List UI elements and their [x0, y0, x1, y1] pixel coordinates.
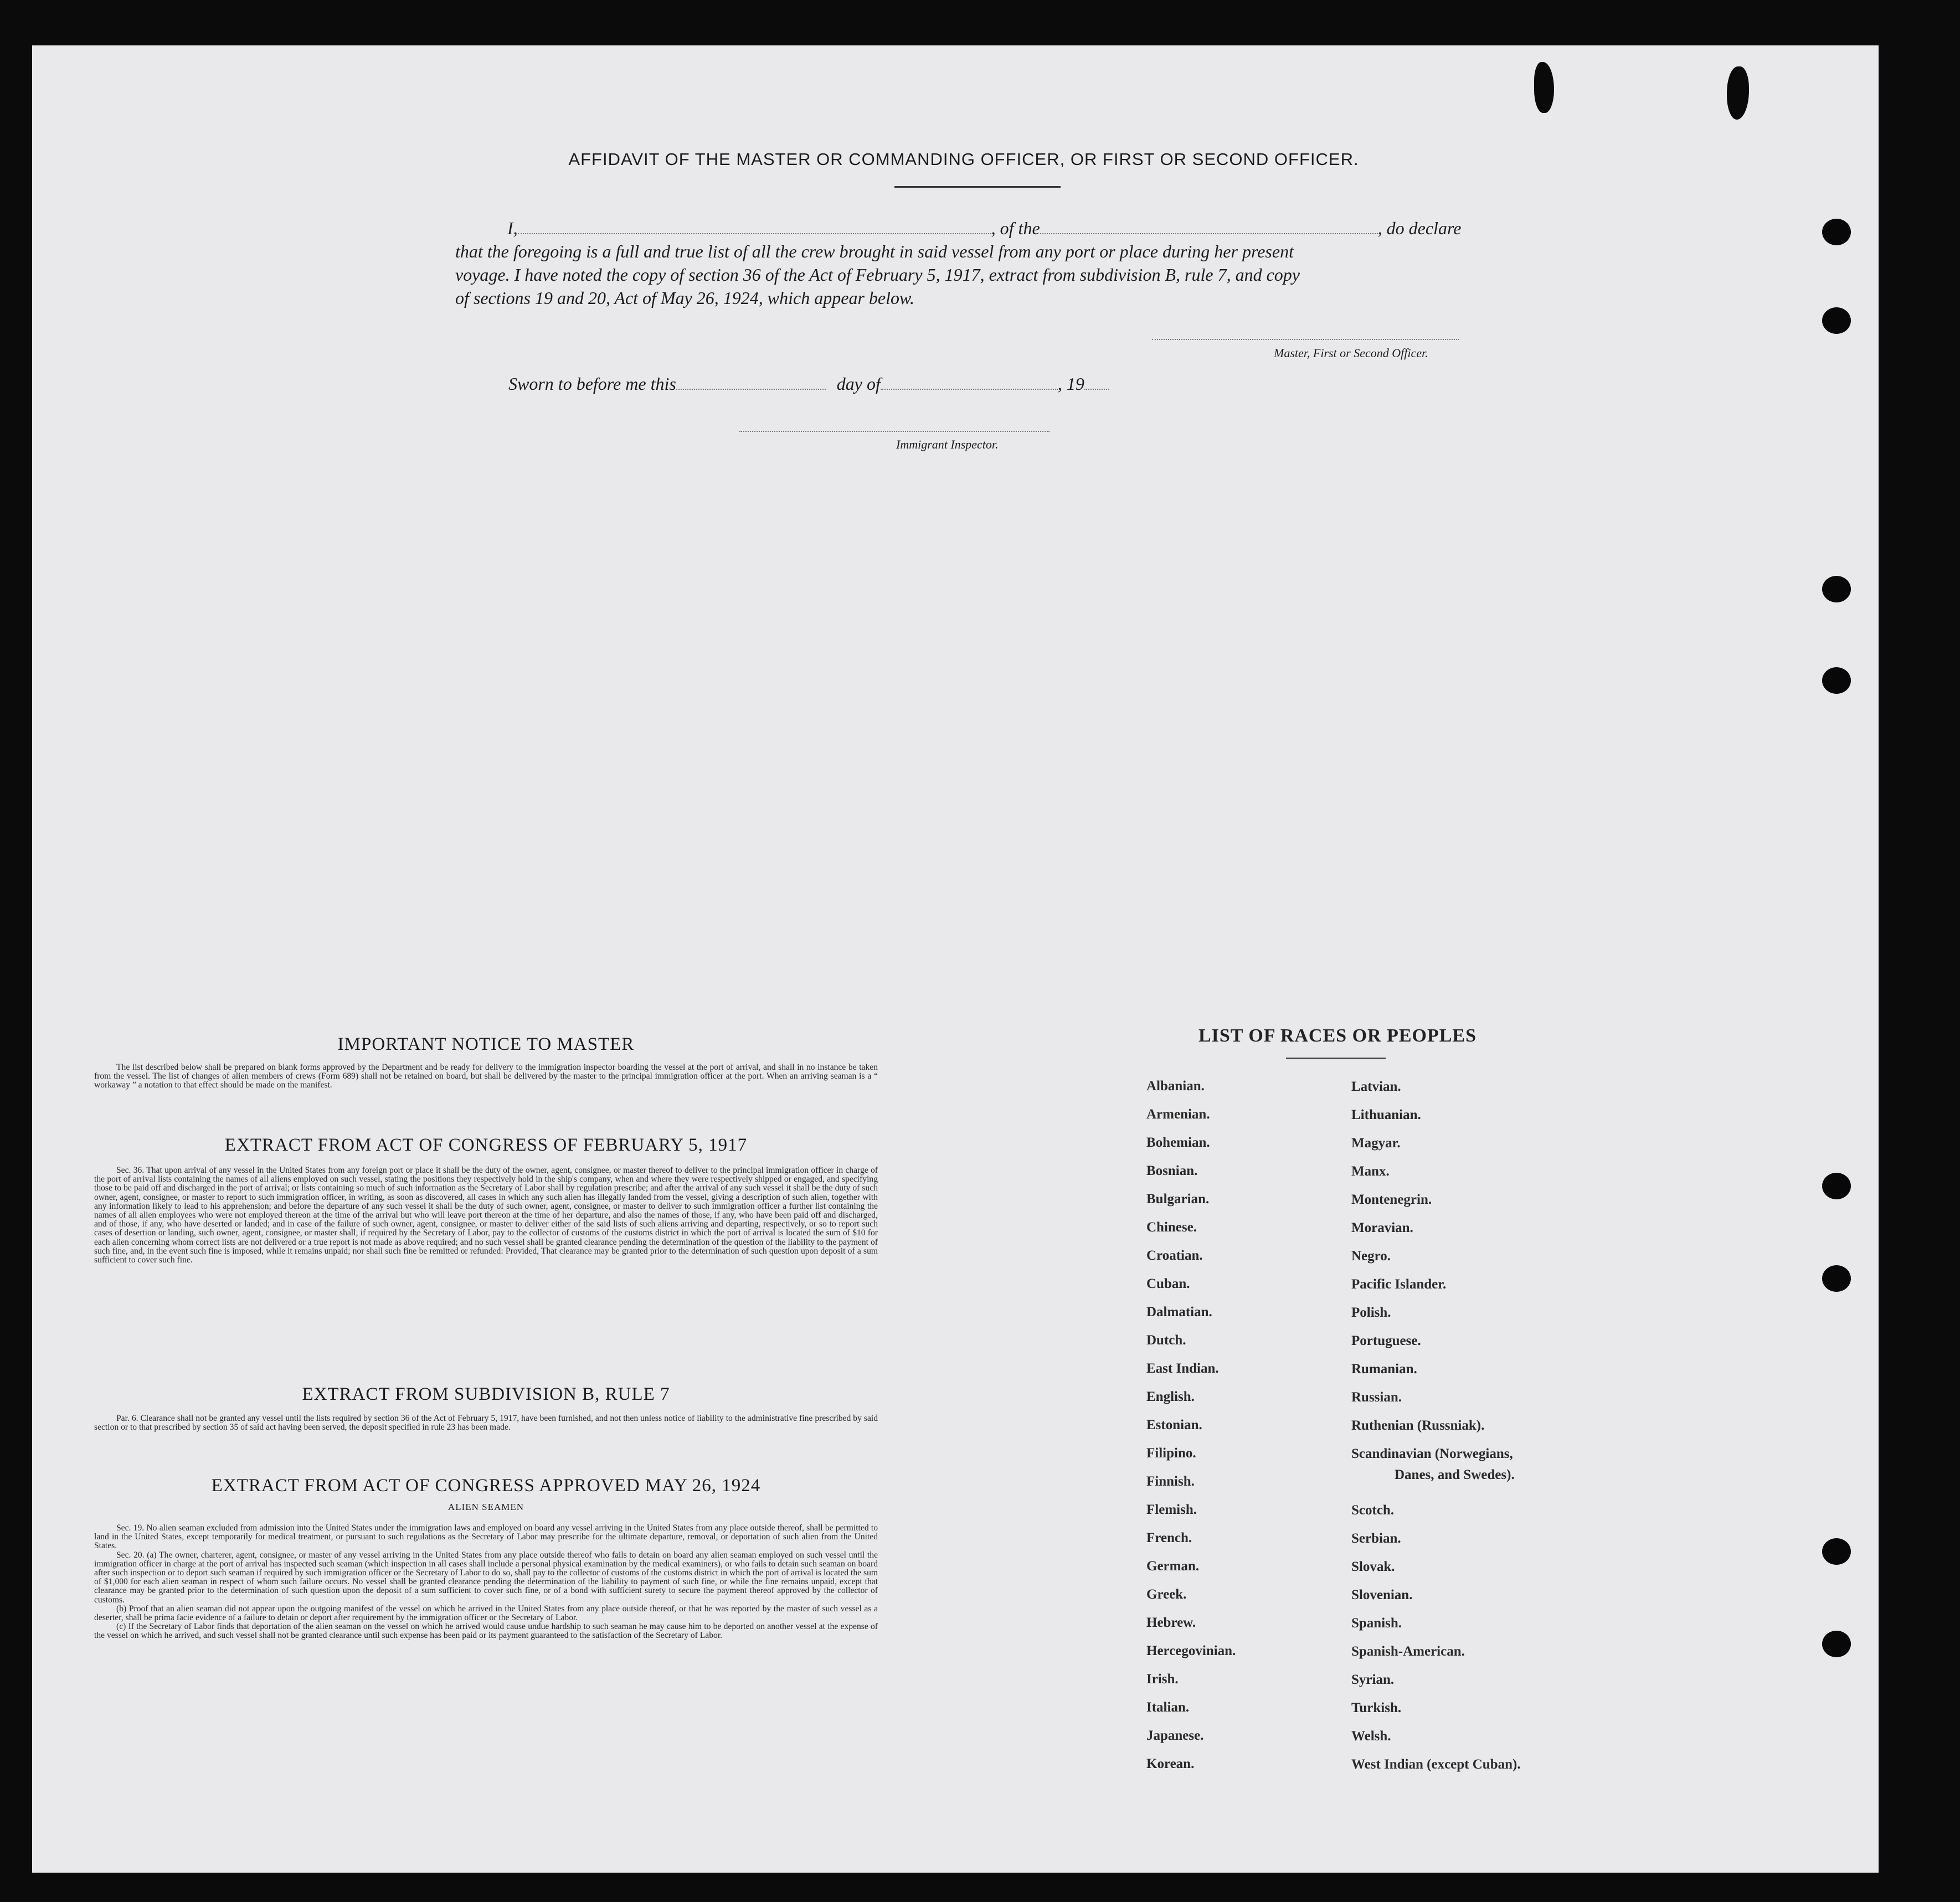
month-blank — [881, 389, 1058, 390]
race-right: Turkish. — [1351, 1700, 1402, 1715]
affidavit-line-2: that the foregoing is a full and true list of all the crew brought in said vessel from any port or place during her present — [455, 241, 1294, 261]
affidavit-line-1 — [507, 218, 1493, 239]
notice-title: IMPORTANT NOTICE TO MASTER — [337, 1034, 635, 1054]
race-left: Greek. — [1146, 1587, 1187, 1602]
race-left: Bulgarian. — [1146, 1192, 1210, 1207]
punch-hole — [1822, 219, 1851, 245]
race-right: Rumanian. — [1351, 1362, 1417, 1377]
punch-hole — [1822, 307, 1851, 334]
extract-1917-body — [94, 1166, 878, 1265]
race-right: Ruthenian (Russniak). — [1351, 1418, 1485, 1433]
race-left: Albanian. — [1146, 1079, 1205, 1094]
inspector-label: Immigrant Inspector. — [896, 437, 999, 451]
race-right: Latvian. — [1351, 1079, 1401, 1094]
race-right-continued: Danes, and Swedes). — [1395, 1467, 1515, 1482]
vessel-blank — [1040, 233, 1378, 234]
race-right: Welsh. — [1351, 1729, 1391, 1744]
race-left: Dalmatian. — [1146, 1305, 1212, 1319]
sec-19-paragraph: Sec. 19. No alien seaman excluded from admission into the United States under the immigration laws and employed on board any vessel arriving in the United States from any place outside thereof, shall be permitted to land in the United States, except temporarily for medical treatment, or pursuant to such regulations as the Secretary of Labor may prescribe for the ultimate departure, removal, or deportation of such alien from the United States. — [94, 1523, 878, 1551]
punch-hole — [1822, 667, 1851, 694]
inspector-signature-line — [739, 431, 1050, 432]
races-title: LIST OF RACES OR PEOPLES — [1198, 1025, 1477, 1046]
race-right: Scotch. — [1351, 1503, 1395, 1518]
affidavit-line-4: of sections 19 and 20, Act of May 26, 1924, which appear below. — [455, 288, 914, 308]
sec-20c-paragraph: (c) If the Secretary of Labor finds that deportation of the alien seaman on the vessel on which he arrived would cause undue hardship to such seaman he may cause him to be deported on another vessel at the expense of the vessel on which he arrived, and such vessel shall not be granted clearance until such expense has been paid or its payment guaranteed to the satisfaction of the Secretary of Labor. — [94, 1622, 878, 1641]
affidavit-i: I, — [507, 218, 518, 238]
race-left: Hebrew. — [1146, 1615, 1196, 1630]
day-blank — [676, 389, 826, 390]
par-6-paragraph: Par. 6. Clearance shall not be granted any vessel until the lists required by section 36 of the Act of February 5, 1917, have been furnished, and not then unless notice of liability to the administrative fine prescribed by said section or to that prescribed by section 35 of said act having been served, the deposit specified in rule 23 has been made. — [94, 1414, 878, 1432]
race-right: Negro. — [1351, 1249, 1391, 1264]
race-right: Spanish. — [1351, 1616, 1402, 1631]
affidavit-line-3: voyage. I have noted the copy of section 36 of the Act of February 5, 1917, extract from subdivision B, rule 7, and copy — [455, 265, 1300, 285]
race-left: Hercegovinian. — [1146, 1643, 1236, 1658]
race-right: Montenegrin. — [1351, 1192, 1432, 1207]
punch-hole — [1822, 1631, 1851, 1657]
affidavit-of-the: , of the — [991, 218, 1040, 238]
punch-hole — [1822, 1538, 1851, 1565]
day-of-text: day of — [836, 374, 881, 394]
affidavit-title: AFFIDAVIT OF THE MASTER OR COMMANDING OFFICER, OR FIRST OR SECOND OFFICER. — [568, 150, 1359, 169]
race-right: Lithuanian. — [1351, 1107, 1421, 1122]
race-right: West Indian (except Cuban). — [1351, 1757, 1521, 1772]
race-left: Armenian. — [1146, 1107, 1210, 1122]
extract-1924-body — [94, 1524, 878, 1641]
race-left: Estonian. — [1146, 1418, 1202, 1432]
extract-1917-title: EXTRACT FROM ACT OF CONGRESS OF FEBRUARY 5, 1917 — [224, 1135, 748, 1155]
race-left: German. — [1146, 1559, 1200, 1574]
extract-rule7-title: EXTRACT FROM SUBDIVISION B, RULE 7 — [302, 1384, 670, 1404]
race-left: English. — [1146, 1389, 1195, 1404]
race-left: Dutch. — [1146, 1333, 1186, 1348]
race-left: Cuban. — [1146, 1276, 1190, 1291]
punch-hole — [1822, 576, 1851, 602]
affidavit-declare: , do declare — [1377, 218, 1462, 238]
races-title-underline — [1286, 1058, 1386, 1059]
race-right: Manx. — [1351, 1164, 1390, 1179]
race-left: Korean. — [1146, 1756, 1195, 1771]
race-right: Pacific Islander. — [1351, 1277, 1447, 1292]
title-underline — [894, 186, 1061, 188]
punch-hole — [1822, 1265, 1851, 1292]
extract-rule7-body — [94, 1414, 878, 1432]
race-right: Spanish-American. — [1351, 1644, 1465, 1659]
race-right: Slovak. — [1351, 1559, 1395, 1574]
race-right: Portuguese. — [1351, 1333, 1421, 1348]
race-left: French. — [1146, 1530, 1192, 1545]
race-left: Bosnian. — [1146, 1163, 1198, 1178]
race-right: Russian. — [1351, 1390, 1402, 1405]
race-left: Bohemian. — [1146, 1135, 1210, 1150]
race-left: Chinese. — [1146, 1220, 1197, 1235]
race-left: East Indian. — [1146, 1361, 1219, 1376]
race-right: Slovenian. — [1351, 1587, 1413, 1602]
race-right: Polish. — [1351, 1305, 1391, 1320]
extract-1924-title: EXTRACT FROM ACT OF CONGRESS APPROVED MAY 26, 1924 — [211, 1476, 761, 1496]
sec-20a-paragraph: Sec. 20. (a) The owner, charterer, agent, consignee, or master of any vessel arriving in the United States from any place outside thereof who fails to detain on board any alien seaman employed on such vessel until the immigration officer in charge at the port of arrival has inspected such seaman (which inspection in all cases shall include a personal physical examination by the medical examiners), or who fails to detain such seaman on board after such inspection or to deport such seaman if required by such immigration officer or the Secretary of Labor to do so, shall pay to the collector of customs of the customs district in which the port of arrival is located the sum of $1,000 for each alien seaman in respect of whom such failure occurs. No vessel shall be granted clearance pending the determination of the liability to payment of such fine, or while the fine remains unpaid, except that clearance may be granted prior to the determination of such question upon the deposit of a sum sufficient to cover such fine, or of a bond with sufficient surety to secure the payment thereof approved by the collector of customs. — [94, 1550, 878, 1605]
sec-36-paragraph: Sec. 36. That upon arrival of any vessel in the United States from any foreign port or place it shall be the duty of the owner, agent, consignee, or master thereof to deliver to the principal immigration officer in charge of the port of arrival lists containing the names of all aliens employed on such vessel, stating the positions they respectively hold in the ship's company, when and where they were respectively shipped or engaged, and specifying those to be paid off and discharged in the port of arrival; or lists containing so much of such information as the Secretary of Labor shall by regulation prescribe; and after the arrival of any such vessel it shall be the duty of such owner, agent, consignee, or master to report to such immigration officer, in writing, as soon as discovered, all cases in which any such alien has illegally landed from the vessel, giving a description of such alien, together with any information likely to lead to his apprehension; and before the departure of any such vessel it shall be the duty of such owner, agent, consignee, or master to deliver to such immigration officer a further list containing the names of all alien employees who were not employed thereon at the time of the arrival but who will leave port thereon at the time of her departure, and also the names of those, if any, who have been paid off and discharged, and of those, if any, who have deserted or landed; and in case of the failure of such owner, agent, consignee, or master to deliver either of the said lists of such aliens arriving and departing, respectively, or so to report such cases of desertion or landing, such owner, agent, consignee, or master shall, if required by the Secretary of Labor, pay to the collector of customs of the customs district in which the port of arrival is located the sum of $10 for each alien concerning whom correct lists are not delivered or a true report is not made as above required; and no such vessel shall be granted clearance pending the determination of the question of the liability to the payment of such fine, and, in the event such fine is imposed, while it remains unpaid; nor shall such fine be remitted or refunded: Provided, That clearance may be granted prior to the determination of such question upon deposit of a sum sufficient to cover such fine. — [94, 1166, 878, 1265]
race-left: Italian. — [1146, 1700, 1190, 1715]
race-left: Japanese. — [1146, 1728, 1204, 1743]
race-left: Filipino. — [1146, 1446, 1196, 1461]
race-left: Flemish. — [1146, 1502, 1197, 1517]
sworn-text: Sworn to before me this — [508, 374, 676, 394]
notice-body — [94, 1063, 878, 1090]
race-left: Finnish. — [1146, 1474, 1195, 1489]
year-blank — [1084, 389, 1109, 390]
race-right: Scandinavian (Norwegians, — [1351, 1446, 1513, 1461]
race-right: Magyar. — [1351, 1136, 1401, 1151]
race-right: Moravian. — [1351, 1220, 1413, 1235]
alien-seamen-subtitle: ALIEN SEAMEN — [447, 1502, 524, 1512]
master-signature-label: Master, First or Second Officer. — [1274, 346, 1428, 360]
notice-paragraph: The list described below shall be prepared on blank forms approved by the Department and be ready for delivery to the immigration inspector boarding the vessel at the port of arrival, and shall in no instance be taken from the vessel. The list of changes of alien members of crews (Form 689) shall not be retained on board, but shall be delivered by the master to the principal immigration officer at the port. When an arriving seaman is a “ workaway ” a notation to that effect should be made on the manifest. — [94, 1063, 878, 1090]
race-right: Syrian. — [1351, 1672, 1395, 1687]
master-signature-line — [1152, 339, 1459, 340]
year-text: , 19 — [1057, 374, 1084, 394]
punch-hole — [1822, 1173, 1851, 1199]
sworn-line — [508, 374, 1109, 394]
sec-20b-paragraph: (b) Proof that an alien seaman did not appear upon the outgoing manifest of the vessel on which he arrived in the United States from any place outside thereof, or that he was reported by the master of such vessel as a deserter, shall be prima facie evidence of a failure to detain or deport after requirement by the immigration officer or the Secretary of Labor. — [94, 1604, 878, 1623]
race-left: Irish. — [1146, 1672, 1179, 1687]
race-left: Croatian. — [1146, 1248, 1203, 1263]
name-blank — [518, 233, 991, 234]
race-right: Serbian. — [1351, 1531, 1401, 1546]
